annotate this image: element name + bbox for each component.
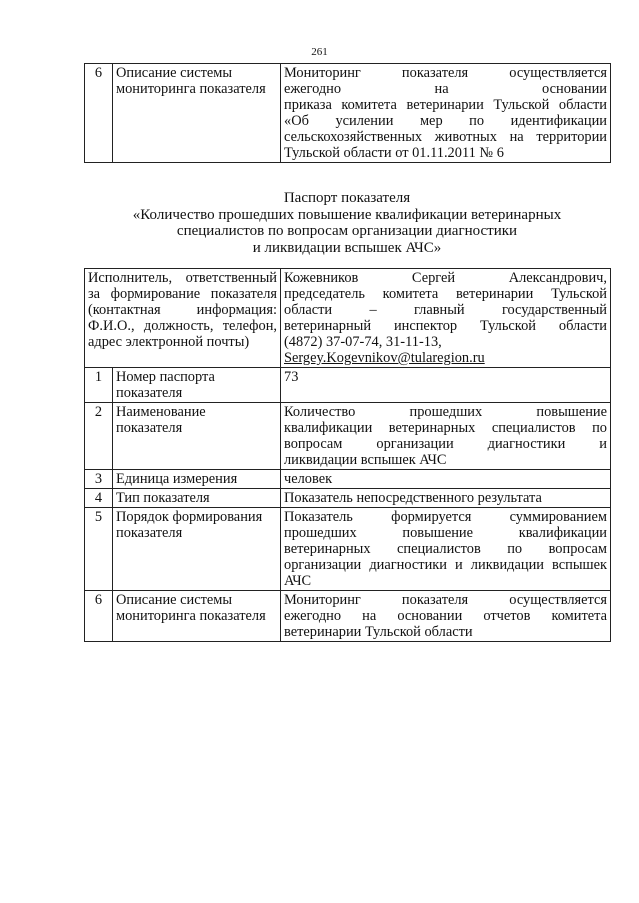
value-line: квалификации ветеринарных специалистов по: [284, 420, 607, 436]
label-line: Описание системы: [116, 592, 233, 608]
label-line: адрес электронной почты): [88, 334, 250, 350]
passport-heading: [84, 190, 610, 256]
row-label: [113, 64, 281, 163]
label-line: показателя: [116, 525, 183, 541]
label-line: (контактная информация:: [88, 302, 277, 318]
table-row: [85, 591, 611, 642]
table-row: [85, 368, 611, 403]
table-row: [85, 489, 611, 508]
value-line: сельскохозяйственных животных на территории: [284, 129, 607, 145]
row-value: [281, 470, 611, 489]
value-line: организации диагностики и ликвидации вспышек: [284, 557, 607, 573]
label-line: за формирование показателя: [88, 286, 277, 302]
value-line: АЧС: [284, 573, 312, 589]
page-number: 261: [311, 46, 328, 58]
label-line: Описание системы: [116, 65, 233, 81]
heading-line: специалистов по вопросам организации диагностики: [176, 223, 518, 239]
value-line: ветеринарии Тульской области: [284, 624, 473, 640]
row-label: [113, 489, 281, 508]
value-line: приказа комитета ветеринарии Тульской области: [284, 97, 607, 113]
value-line: ветеринарных специалистов по вопросам: [284, 541, 607, 557]
executor-value: [281, 269, 611, 368]
label-line: Единица измерения: [116, 471, 238, 487]
value-line: Показатель непосредственного результата: [284, 490, 542, 506]
row-value: [281, 591, 611, 642]
value-line: человек: [284, 471, 333, 487]
value-line: области – главный государственный: [284, 302, 607, 318]
heading-line: и ликвидации вспышек АЧС»: [252, 239, 442, 256]
value-line: ветеринарный инспектор Тульской области: [284, 318, 607, 334]
value-line: ежегодно на основании отчетов комитета: [284, 608, 607, 624]
label-line: показателя: [116, 420, 183, 436]
value-line: Мониторинг показателя осуществляется: [284, 592, 607, 608]
value-line: Тульской области от 01.11.2011 № 6: [284, 145, 504, 161]
row-value: [281, 403, 611, 470]
row-label: [113, 591, 281, 642]
row-number: 5: [85, 508, 113, 591]
executor-row: [85, 269, 611, 368]
label-line: Тип показателя: [116, 490, 210, 506]
row-value: [281, 508, 611, 591]
value-line: ежегодно на основании: [284, 81, 607, 97]
row-label: [113, 470, 281, 489]
row-label: [113, 403, 281, 470]
value-line: Количество прошедших повышение: [284, 404, 607, 420]
value-line: ликвидации вспышек АЧС: [284, 452, 447, 468]
row-value: [281, 64, 611, 163]
table-row: [85, 470, 611, 489]
label-line: Исполнитель, ответственный: [88, 270, 277, 286]
label-line: Ф.И.О., должность, телефон,: [88, 318, 277, 334]
label-line: Порядок формирования: [116, 509, 263, 525]
row-value: [281, 489, 611, 508]
value-line: 73: [284, 369, 299, 385]
value-line: прошедших повышение квалификации: [284, 525, 607, 541]
value-line: «Об усилении мер по идентификации: [284, 113, 607, 129]
value-line: Показатель формируется суммированием: [284, 509, 607, 525]
value-line: председатель комитета ветеринарии Тульской: [284, 286, 607, 302]
executor-label: [85, 269, 281, 368]
value-line: (4872) 37-07-74, 31-11-13,: [284, 334, 442, 350]
row-value: [281, 368, 611, 403]
table-row: [85, 508, 611, 591]
row-number: 6: [85, 591, 113, 642]
email-link[interactable]: Sergey.Kogevnikov@tularegion.ru: [284, 350, 485, 366]
row-label: [113, 508, 281, 591]
row-number: 3: [85, 470, 113, 489]
value-line: Кожевников Сергей Александрович,: [284, 270, 607, 286]
row-number: 2: [85, 403, 113, 470]
label-line: Наименование: [116, 404, 206, 420]
row-number: 6: [85, 64, 113, 163]
value-line: вопросам организации диагностики и: [284, 436, 607, 452]
heading-line: «Количество прошедших повышение квалификации ветеринарных: [132, 206, 562, 223]
heading-line: Паспорт показателя: [283, 190, 411, 206]
label-line: мониторинга показателя: [116, 608, 266, 624]
value-line: Мониторинг показателя осуществляется: [284, 65, 607, 81]
row-number: 4: [85, 489, 113, 508]
top-table: [84, 63, 611, 163]
row-number: 1: [85, 368, 113, 403]
label-line: мониторинга показателя: [116, 81, 266, 97]
passport-table: [84, 268, 611, 642]
label-line: Номер паспорта: [116, 369, 215, 385]
label-line: показателя: [116, 385, 183, 401]
table-row: [85, 403, 611, 470]
row-label: [113, 368, 281, 403]
top-table-row: [85, 64, 611, 163]
